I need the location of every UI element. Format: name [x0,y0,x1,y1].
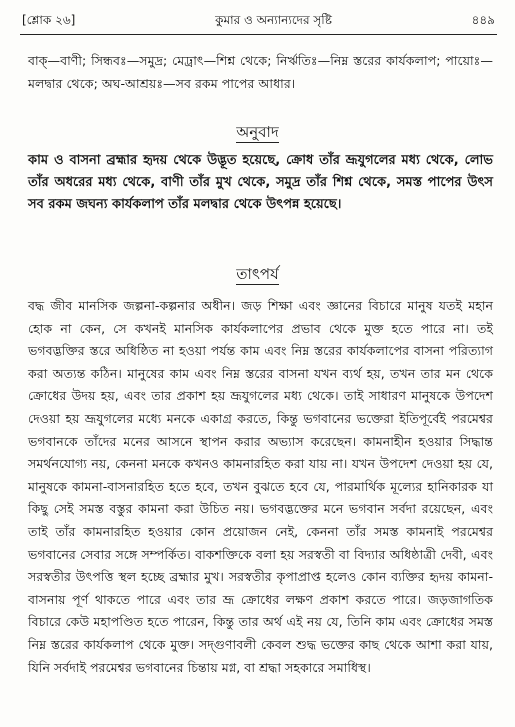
word-meanings-text: বাক্‌—বাণী; সিন্ধবঃ—সমুদ্র; মেঢ্রাৎ—শিশ্ন থেকে; নির্ঋতিঃ—নিম্ন স্তরের কার্যকলাপ; পায়োঃ—মলদ্বার থেকে; অঘ-আশ্রয়ঃ—সব রকম পাপের আধার। [28,53,493,91]
purport-heading-text: তাৎপর্য [236,265,279,283]
purport-block [28,295,493,679]
translation-heading [0,123,515,143]
purport-heading [0,265,515,285]
page-number: ৪৪৯ [471,13,495,27]
verse-reference: [শ্লোক ২৬] [22,13,76,27]
word-meanings [28,49,493,95]
purport-text: বদ্ধ জীব মানসিক জল্পনা-কল্পনার অধীন। জড় শিক্ষা এবং জ্ঞানের বিচারে মানুষ যতই মহান হোক না কেন, সে কখনই মানসিক কার্যকলাপের প্রভাব থেকে মুক্ত হতে পারে না। তই ভগবদ্ভক্তির স্তরে অধিষ্ঠিত না হওয়া পর্যন্ত কাম এবং নিম্ন স্তরের কার্যকলাপের বাসনা পরিত্যাগ করা অত্যন্ত কঠিন। মানুষের কাম এবং নিম্ন স্তরের বাসনা যখন ব্যর্থ হয়, তখন তার মন থেকে ক্রোধের উদয় হয়, এবং তার প্রকাশ হয় ভ্রূযুগলের মধ্য থেকে। তাই সাধারণ মানুষকে উপদেশ দেওয়া হয় ভ্রূযুগলের মধ্যে মনকে একাগ্র করতে, কিন্তু ভগবানের ভক্তেরা ইতিপূর্বেই পরমেশ্বর ভগবানকে তাঁদের মনের আসনে স্থাপন করার অভ্যাস করেছেন। কামনাহীন হওয়ার সিদ্ধান্ত সমর্থনযোগ্য নয়, কেননা মনকে কখনও কামনারহিত করা যায় না। যখন উপদেশ দেওয়া হয় যে, মানুষকে কামনা-বাসনারহিত হতে হবে, তখন বুঝতে হবে যে, পারমার্থিক মূল্যের হানিকারক যা কিছু সেই সমস্ত বস্তুর কামনা করা উচিত নয়। ভগবদ্ভক্তের মনে ভগবান সর্বদা রয়েছেন, এবং তাই তাঁর কামনারহিত হওয়ার কোন প্রয়োজন নেই, কেননা তাঁর সমস্ত কামনাই পরমেশ্বর ভগবানের সেবার সঙ্গে সম্পর্কিত। বাকশক্তিকে বলা হয় সরস্বতী বা বিদ্যার অধিষ্ঠাত্রী দেবী, এবং সরস্বতীর উৎপত্তি স্থল হচ্ছে ব্রহ্মার মুখ। সরস্বতীর কৃপাপ্রাপ্ত হলেও কোন ব্যক্তির হৃদয় কামনা-বাসনায় পূর্ণ থাকতে পারে এবং তার ভ্রূ ক্রোধের লক্ষণ প্রকাশ করতে পারে। জড়জাগতিক বিচারে কেউ মহাপণ্ডিত হতে পারেন, কিন্তু তার অর্থ এই নয় যে, তিনি কাম এবং ক্রোধের সমস্ত নিম্ন স্তরের কার্যকলাপ থেকে মুক্ত। সদ্গুণাবলী কেবল শুদ্ধ ভক্তের কাছ থেকে আশা করা যায়, যিনি সর্বদাই পরমেশ্বর ভগবানের চিন্তায় মগ্ন, বা শ্রদ্ধা সহকারে সমাধিস্থ। [28,298,493,675]
header-divider [20,34,497,35]
running-header [22,12,495,28]
chapter-title: কুমার ও অন্যান্যদের সৃষ্টি [215,13,332,27]
translation-text: কাম ও বাসনা ব্রহ্মার হৃদয় থেকে উদ্ভূত হয়েছে, ক্রোধ তাঁর ভ্রূযুগলের মধ্য থেকে, লোভ তাঁর অধরের মধ্য থেকে, বাণী তাঁর মুখ থেকে, সমুদ্র তাঁর শিশ্ন থেকে, সমস্ত পাপের উৎস সব রকম জঘন্য কার্যকলাপ তাঁর মলদ্বার থেকে উৎপন্ন হয়েছে। [28,153,493,212]
translation-heading-text: অনুবাদ [236,123,279,141]
translation-block [28,150,493,216]
